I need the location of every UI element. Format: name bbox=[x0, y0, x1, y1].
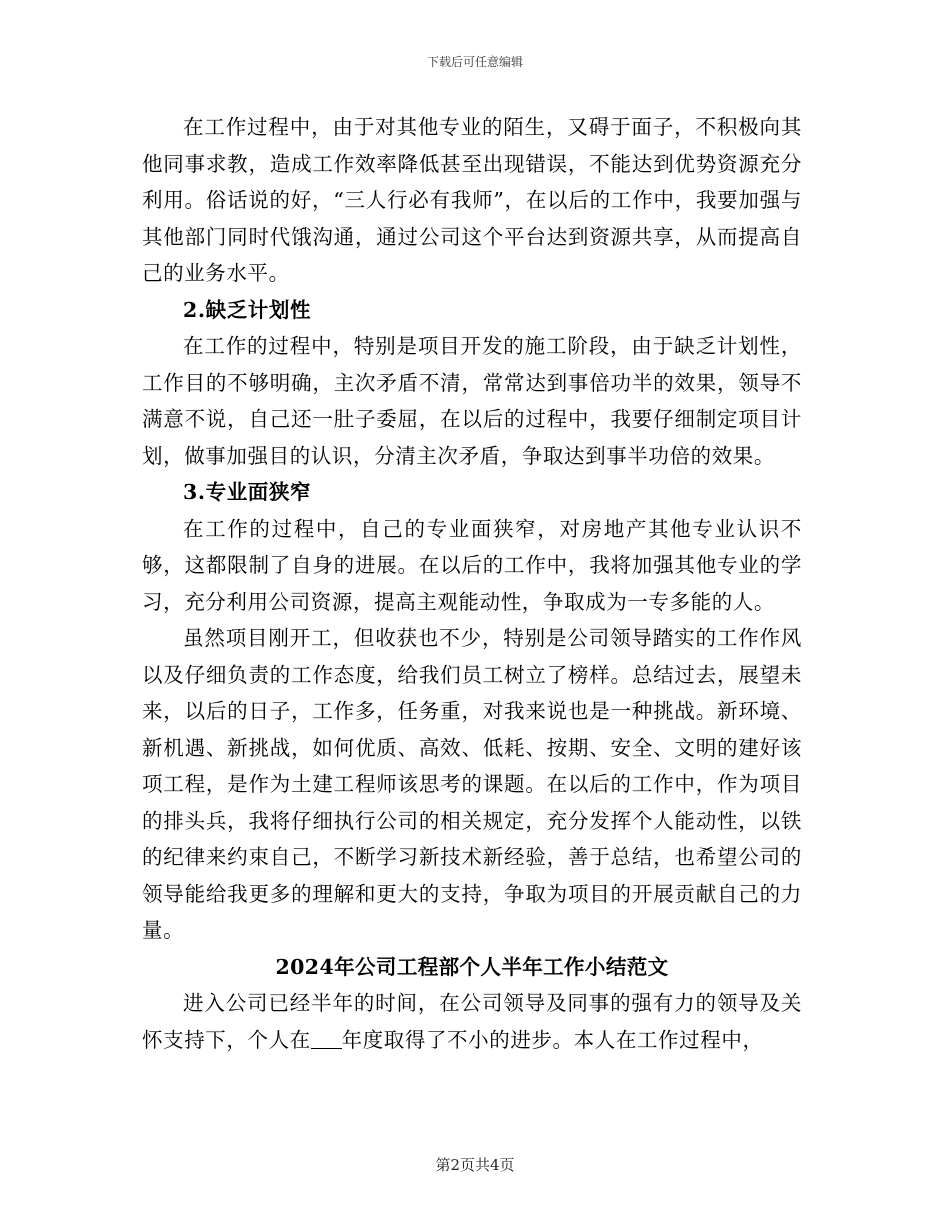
paragraph-planning: 在工作的过程中，特别是项目开发的施工阶段，由于缺乏计划性，工作目的不够明确，主次矛盾不清，常常达到事倍功半的效果，领导不满意不说，自己还一肚子委屈，在以后的过程中，我要仔细制定项目计划，做事加强目的认识，分清主次矛盾，争取达到事半功倍的效果。 bbox=[142, 334, 802, 468]
section-heading-expertise: 3.专业面狭窄 bbox=[183, 480, 312, 504]
paragraph-collaboration: 在工作过程中，由于对其他专业的陌生，又碍于面子，不积极向其他同事求教，造成工作效率降低甚至出现错误，不能达到优势资源充分利用。俗话说的好，“三人行必有我师”，在以后的工作中，我要加强与其他部门同时代饿沟通，通过公司这个平台达到资源共享，从而提高自己的业务水平。 bbox=[142, 115, 802, 285]
paragraph-intro-part1: 进入公司已经半年的时间，在公司领导及同事的强有力的领导及关怀支持下，个人在 bbox=[142, 991, 802, 1052]
paragraph-intro-part2: 年度取得了不小的进步。本人在工作过程中， bbox=[341, 1027, 764, 1052]
paragraph-intro bbox=[142, 985, 802, 1058]
document-title: 2024年公司工程部个人半年工作小结范文 bbox=[275, 954, 669, 979]
paragraph-expertise: 在工作的过程中，自己的专业面狭窄，对房地产其他专业认识不够，这都限制了自身的进展。在以后的工作中，我将加强其他专业的学习，充分利用公司资源，提高主观能动性，争取成为一专多能的人。 bbox=[142, 516, 802, 614]
section-heading-planning: 2.缺乏计划性 bbox=[183, 297, 312, 322]
document-body bbox=[142, 109, 802, 1058]
page-header-note: 下载后可任意编辑 bbox=[426, 55, 523, 69]
page-number-footer: 第2页共4页 bbox=[435, 1156, 515, 1174]
fill-in-blank bbox=[311, 1027, 342, 1049]
paragraph-summary: 虽然项目刚开工，但收获也不少，特别是公司领导踏实的工作作风以及仔细负责的工作态度，给我们员工树立了榜样。总结过去，展望未来，以后的日子，工作多，任务重，对我来说也是一种挑战。新环境、新机遇、新挑战，如何优质、高效、低耗、按期、安全、文明的建好该项工程，是作为土建工程师该思考的课题。在以后的工作中，作为项目的排头兵，我将仔细执行公司的相关规定，充分发挥个人能动性，以铁的纪律来约束自己，不断学习新技术新经验，善于总结，也希望公司的领导能给我更多的理解和更大的支持，争取为项目的开展贡献自己的力量。 bbox=[142, 626, 802, 942]
